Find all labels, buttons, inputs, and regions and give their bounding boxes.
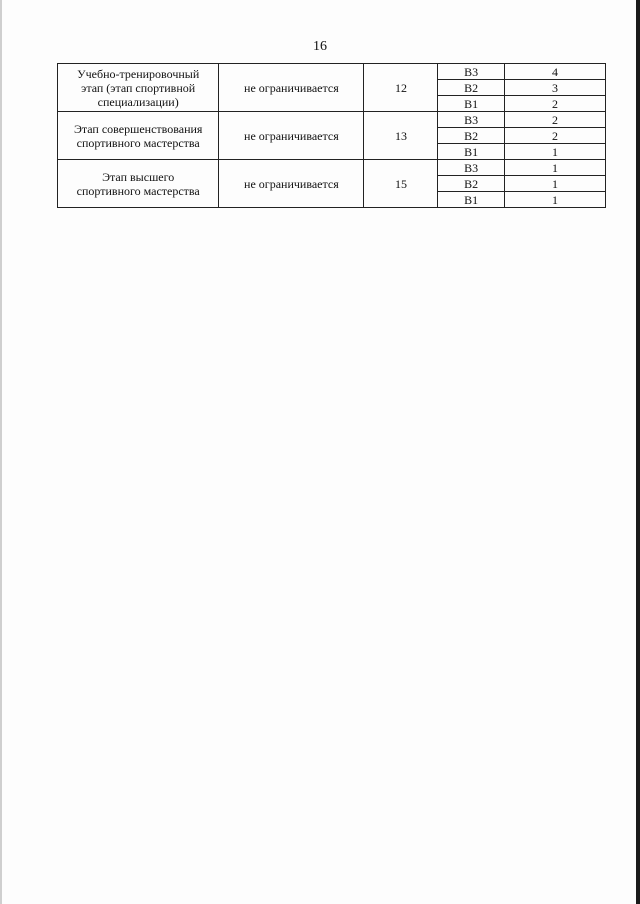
category-cell: В1 (438, 96, 504, 112)
stage-line: специализации) (97, 94, 179, 109)
scan-border-right (636, 0, 640, 904)
stage-line: Этап совершенствования (73, 121, 203, 136)
stage-cell (58, 64, 219, 112)
count-cell: 1 (504, 176, 605, 192)
category-cell: В2 (438, 80, 504, 96)
category-cell: В1 (438, 192, 504, 208)
stage-line: Этап высшего (102, 169, 175, 184)
years-cell: 12 (364, 64, 438, 112)
stage-line: спортивного мастерства (76, 183, 200, 198)
norms-table (57, 63, 606, 208)
category-cell: В3 (438, 64, 504, 80)
scan-border-left (0, 0, 2, 904)
age-limit-cell: не ограничивается (219, 64, 364, 112)
count-cell: 3 (504, 80, 605, 96)
count-cell: 2 (504, 128, 605, 144)
count-cell: 4 (504, 64, 605, 80)
count-cell: 1 (504, 144, 605, 160)
stage-line: этап (этап спортивной (81, 80, 196, 95)
count-cell: 1 (504, 192, 605, 208)
stage-cell (58, 160, 219, 208)
table-row (58, 160, 606, 176)
count-cell: 2 (504, 112, 605, 128)
age-limit-cell: не ограничивается (219, 160, 364, 208)
page-number: 16 (313, 39, 327, 54)
count-cell: 1 (504, 160, 605, 176)
table-row (58, 64, 606, 80)
category-cell: В3 (438, 112, 504, 128)
stage-line: спортивного мастерства (76, 135, 200, 150)
category-cell: В2 (438, 176, 504, 192)
category-cell: В2 (438, 128, 504, 144)
count-cell: 2 (504, 96, 605, 112)
age-limit-cell: не ограничивается (219, 112, 364, 160)
table-row (58, 112, 606, 128)
stage-cell (58, 112, 219, 160)
category-cell: В1 (438, 144, 504, 160)
years-cell: 15 (364, 160, 438, 208)
stage-line: Учебно-тренировочный (77, 66, 200, 81)
category-cell: В3 (438, 160, 504, 176)
years-cell: 13 (364, 112, 438, 160)
